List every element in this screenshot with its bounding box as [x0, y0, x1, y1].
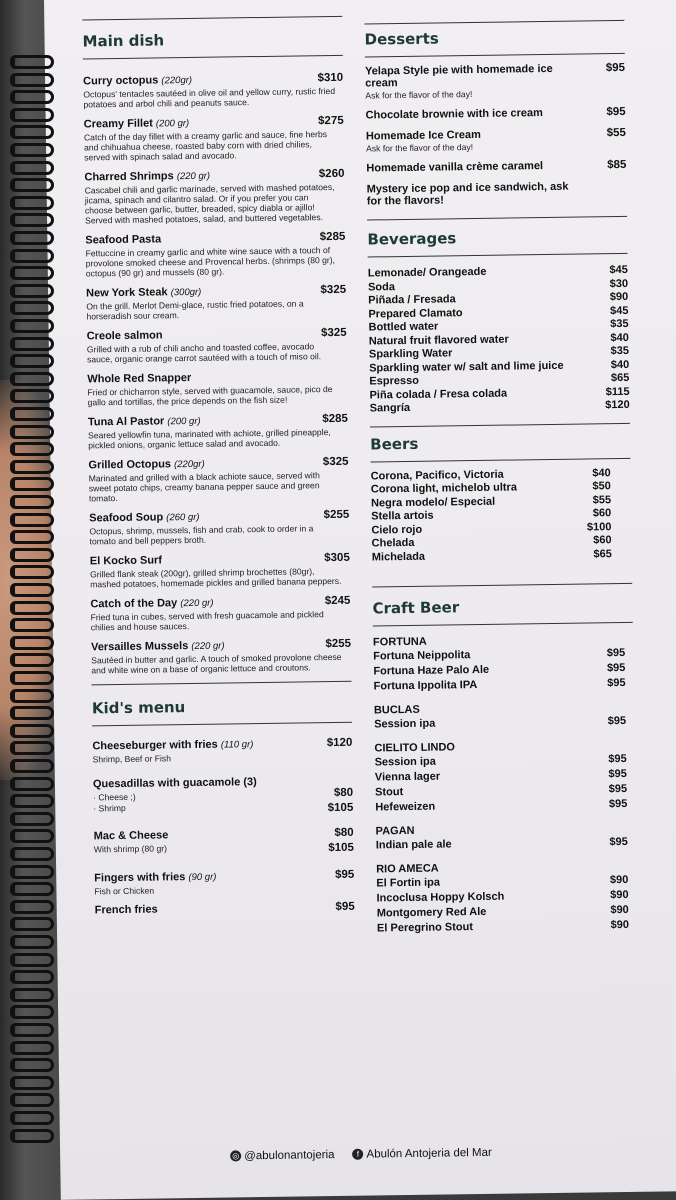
kids-menu-title: Kid's menu: [91, 698, 186, 718]
spiral-coil: [10, 55, 54, 69]
spiral-coil: [10, 988, 54, 1002]
spiral-coil: [10, 90, 54, 104]
right-column: [364, 20, 637, 943]
main-dish-item: [86, 284, 346, 322]
spiral-coil: [10, 1093, 54, 1107]
item-weight: (220 gr): [191, 640, 225, 653]
beer-name: Session ipa: [374, 755, 436, 769]
dessert-item: [366, 127, 626, 154]
item-price: $285: [319, 230, 346, 244]
spiral-coil: [10, 161, 54, 175]
item-weight: (300gr): [170, 286, 202, 299]
item-price: $60: [593, 534, 612, 547]
spiral-coil: [10, 618, 54, 632]
item-price: $30: [609, 277, 629, 290]
spiral-coil: [10, 1111, 54, 1125]
beer-row: [372, 547, 632, 564]
item-name: Whole Red Snapper: [87, 371, 192, 386]
item-price: $45: [609, 304, 629, 317]
item-price: $325: [320, 283, 347, 297]
beer-names: [374, 714, 634, 733]
spiral-coil: [10, 847, 54, 861]
main-dish-title: Main dish: [82, 31, 165, 51]
spiral-coil: [10, 1129, 54, 1143]
kids-item-cheeseburger: [92, 737, 352, 765]
item-name: Espresso: [369, 374, 419, 388]
spiral-coil: [10, 1076, 54, 1090]
spiral-coil: [10, 953, 54, 967]
beer-price: $90: [610, 903, 629, 917]
item-name: Stella artois: [371, 509, 434, 523]
craft-beer-group: [376, 860, 637, 937]
desserts-list: [365, 62, 627, 208]
spiral-coil: [10, 372, 54, 386]
instagram-text: @abulonantojeria: [244, 1149, 335, 1163]
menu-page: [44, 0, 676, 1200]
divider: [364, 20, 624, 25]
beer-name: Fortuna Haze Palo Ale: [373, 663, 490, 678]
item-desc: Grilled flank steak (200gr), grilled shrimp brochettes (80gr), mashed potatoes, homemade pickles and grilled banana peppers.: [89, 566, 342, 590]
main-dish-item: [83, 72, 343, 110]
item-name: Chelada: [371, 536, 415, 550]
craft-beer-title: Craft Beer: [372, 598, 460, 618]
craft-beer-list: [373, 633, 637, 937]
beer-name: El Peregrino Stout: [376, 921, 474, 935]
beer-name: Incoclusa Hoppy Kolsch: [376, 890, 505, 905]
beer-names: [373, 646, 634, 695]
spiral-coil: [10, 125, 54, 139]
spiral-coil: [10, 513, 54, 527]
desserts-title: Desserts: [364, 29, 439, 49]
item-desc: On the grill. Merlot Demi-glace, rustic fried potatoes, on a horseradish sour cream.: [86, 298, 304, 322]
spiral-coil: [10, 548, 54, 562]
spiral-coil: [10, 442, 54, 456]
beverages-title: Beverages: [367, 229, 457, 249]
spiral-coil: [10, 865, 54, 879]
main-dish-item: [90, 595, 350, 633]
spiral-coil: [10, 460, 54, 474]
item-name: Tuna Al Pastor: [87, 415, 165, 429]
spiral-coil: [10, 900, 54, 914]
facebook-page[interactable]: [352, 1147, 491, 1161]
spiral-coil: [10, 284, 54, 298]
item-price: $35: [610, 317, 629, 331]
item-price: $45: [609, 263, 628, 277]
item-weight: (110 gr): [220, 739, 254, 751]
spiral-coil: [10, 249, 54, 263]
item-name: Cheeseburger with fries: [92, 738, 218, 753]
spiral-coil: [10, 741, 54, 755]
beer-names: [375, 752, 636, 816]
spiral-coil: [10, 724, 54, 738]
item-name: Seafood Soup: [89, 511, 164, 525]
item-name: Fingers with fries: [94, 871, 186, 885]
item-name: Michelada: [371, 550, 426, 563]
item-name: Mystery ice pop and ice sandwich, ask for the flavors!: [366, 180, 569, 208]
divider: [370, 422, 630, 427]
divider: [92, 722, 352, 727]
item-price: $95: [606, 105, 626, 119]
brewery-beers: [375, 752, 636, 816]
item-name: Mac & Cheese: [93, 829, 169, 843]
item-price: $305: [324, 551, 350, 565]
beer-name: Montgomery Red Ale: [376, 905, 487, 920]
item-name: El Kocko Surf: [89, 554, 163, 568]
footer: [230, 1147, 492, 1163]
spiral-coil: [10, 583, 54, 597]
item-desc: Shrimp, Beef or Fish: [92, 753, 171, 765]
kids-item-mac: [94, 827, 354, 863]
item-desc: Fried or chicharron style, served with guacamole, sauce, pico de gallo and tortillas, the price depends on the fish size!: [87, 384, 333, 408]
item-desc: Catch of the day fillet with a creamy garlic and sauce, fine herbs and chihuahua cheese, roasted baby corn with dried chilies, served with spinach salad and avocado.: [83, 129, 328, 163]
item-price: $120: [605, 398, 630, 412]
beer-prices: [608, 752, 635, 812]
item-desc: Grilled with a rub of chili ancho and toasted coffee, avocado sauce, organic orange carrot sautéed with a touch of miso oil.: [86, 341, 322, 365]
brewery-name: CIELITO LINDO: [374, 741, 456, 755]
spiral-coil: [10, 530, 54, 544]
spiral-coil: [10, 601, 54, 615]
beer-price: $90: [610, 918, 630, 932]
spiral-coil: [10, 354, 54, 368]
beer-price: $95: [608, 797, 628, 811]
spiral-coil: [10, 196, 54, 210]
spiral-coil: [10, 636, 54, 650]
beer-price: $95: [606, 646, 626, 660]
spiral-coil: [10, 1041, 54, 1055]
spiral-coil: [10, 389, 54, 403]
dessert-item: [366, 159, 626, 175]
item-option: · Shrimp: [93, 802, 126, 814]
spiral-coil: [10, 1058, 54, 1072]
item-price: $100: [586, 520, 612, 533]
main-dish-list: [83, 72, 351, 676]
brewery-name: RIO AMECA: [376, 862, 439, 876]
craft-beer-group: [373, 633, 634, 695]
item-name: Versailles Mussels: [90, 640, 189, 654]
beverages-list: [368, 264, 630, 416]
divider: [367, 216, 627, 221]
item-name: Curry octopus: [83, 74, 159, 88]
item-name: Soda: [367, 280, 396, 294]
facebook-icon: f: [352, 1149, 363, 1160]
spiral-coil: [10, 1023, 54, 1037]
beer-name: Hefeweizen: [375, 800, 436, 814]
spiral-coil: [10, 337, 54, 351]
item-name: Seafood Pasta: [85, 233, 162, 247]
item-name: Sangría: [369, 401, 411, 415]
brewery-name: BUCLAS: [373, 703, 420, 717]
item-price: $50: [592, 480, 611, 493]
item-name: Bottled water: [368, 320, 439, 334]
item-price: $260: [318, 167, 345, 181]
item-name: French fries: [94, 903, 158, 917]
spiral-coil: [10, 917, 54, 931]
item-price: $35: [610, 344, 630, 358]
item-price: $310: [317, 71, 344, 85]
brewery-name: PAGAN: [375, 824, 415, 838]
craft-beer-group: [374, 701, 634, 733]
main-dish-item: [91, 638, 351, 676]
spiral-coil: [10, 231, 54, 245]
item-name: Creamy Fillet: [83, 117, 153, 131]
item-price: $40: [592, 466, 611, 479]
craft-beer-group: [376, 822, 636, 854]
item-name: Yelapa Style pie with homemade ice cream: [364, 62, 553, 90]
item-price: $105: [328, 841, 354, 855]
brewery-beers: [376, 873, 637, 937]
spiral-coil: [10, 213, 54, 227]
item-name: Sparkling Water: [368, 347, 453, 361]
item-name: Cielo rojo: [371, 523, 423, 536]
divider: [83, 55, 343, 60]
spiral-coil: [10, 301, 54, 315]
spiral-coil: [10, 266, 54, 280]
item-name: Piñada / Fresada: [368, 293, 456, 307]
spiral-coil: [10, 319, 54, 333]
item-desc: Cascabel chili and garlic marinade, served with mashed potatoes, jicama, spinach and cilantro salad. Or if you prefer you can choose between garlic, butter, breaded, spicy diabla or ajillo! Served with mashed potatoes, salad, and buttered vegetables.: [84, 181, 335, 226]
item-price: $65: [593, 547, 612, 560]
main-dish-item: [85, 231, 346, 279]
beer-price: $95: [606, 661, 626, 675]
brewery-name: FORTUNA: [372, 635, 427, 649]
item-name: Catch of the Day: [90, 597, 178, 611]
item-price: $255: [325, 637, 352, 651]
spiral-coil: [10, 706, 54, 720]
item-price: $95: [335, 900, 355, 914]
beer-name: Stout: [375, 786, 404, 799]
spiral-coil: [10, 671, 54, 685]
dessert-item: [366, 106, 626, 122]
beer-name: Session ipa: [374, 717, 436, 731]
item-name: Chocolate brownie with ice cream: [365, 107, 543, 122]
spiral-coil: [10, 759, 54, 773]
spiral-coil: [10, 143, 54, 157]
beer-name: Indian pale ale: [375, 838, 452, 852]
item-price: $255: [323, 508, 350, 522]
dessert-item: [367, 180, 627, 208]
item-price: $65: [610, 371, 630, 385]
main-dish-item: [88, 413, 348, 451]
item-price: $115: [605, 385, 630, 398]
item-name: Sparkling water w/ salt and lime juice: [369, 359, 564, 374]
beer-names: [376, 873, 637, 937]
item-price: $85: [607, 158, 627, 172]
spiral-coil: [10, 653, 54, 667]
item-desc: With shrimp (80 gr): [93, 843, 167, 855]
instagram-handle[interactable]: [230, 1149, 334, 1162]
item-name: Creole salmon: [86, 329, 163, 343]
item-price: $40: [610, 358, 630, 371]
divider: [82, 16, 342, 21]
spiral-coil: [10, 882, 54, 896]
item-weight: (260 gr): [166, 511, 200, 524]
beer-price: $95: [607, 714, 627, 728]
beer-prices: [607, 646, 634, 691]
item-name: Charred Shrimps: [84, 170, 174, 184]
spiral-coil: [10, 777, 54, 791]
divider: [370, 457, 630, 462]
item-name: Natural fruit flavored water: [368, 333, 509, 347]
beer-price: $95: [608, 782, 628, 796]
item-price: $55: [592, 493, 612, 506]
item-weight: (220gr): [161, 74, 193, 87]
kids-item-fingers: [94, 869, 354, 897]
divider: [365, 53, 625, 58]
beers-list: [371, 466, 632, 564]
kids-item-french-fries: [95, 901, 355, 918]
spiral-coil: [10, 73, 54, 87]
item-price: $40: [610, 331, 629, 344]
main-dish-item: [88, 456, 349, 504]
item-name: Negra modelo/ Especial: [370, 495, 496, 509]
instagram-icon: ◎: [230, 1151, 241, 1162]
item-name: Lemonade/ Orangeade: [367, 265, 487, 280]
item-desc: Ask for the flavor of the day!: [365, 89, 473, 101]
facebook-text: Abulón Antojeria del Mar: [366, 1146, 492, 1161]
item-name: Piña colada / Fresa colada: [369, 387, 508, 401]
beverage-row: [370, 399, 630, 416]
beer-name: Fortuna Neippolita: [373, 649, 471, 663]
item-name: Homemade Ice Cream: [365, 128, 481, 143]
item-name: Corona light, michelob ultra: [370, 481, 517, 496]
divider: [92, 681, 352, 686]
beer-price: $90: [610, 888, 629, 902]
item-desc: Seared yellowfin tuna, marinated with achiote, grilled pineapple, pickled onions, organic lettuce salad and avocado.: [88, 427, 331, 451]
spiral-coil: [10, 812, 54, 826]
item-option: · Cheese ;): [93, 791, 136, 803]
item-desc: Marinated and grilled with a black achiote sauce, served with sweet potato chips, creamy banana pepper sauce and green tomato.: [88, 470, 320, 504]
spiral-coil: [10, 970, 54, 984]
item-price: $245: [324, 594, 351, 608]
item-name: Corona, Pacifico, Victoria: [370, 468, 504, 482]
beer-prices: [609, 835, 636, 850]
spiral-coil: [10, 935, 54, 949]
item-price: $325: [321, 326, 347, 340]
beer-names: [376, 835, 636, 854]
beers-title: Beers: [370, 434, 419, 453]
item-price: $325: [322, 455, 349, 469]
spiral-coil: [10, 108, 54, 122]
spiral-coil: [10, 407, 54, 421]
spiral-coil: [10, 689, 54, 703]
beer-price: $95: [608, 752, 627, 766]
main-dish-item: [87, 370, 347, 408]
item-price: $80: [333, 786, 354, 800]
main-dish-item: [87, 327, 347, 365]
main-dish-item: [84, 115, 345, 163]
beer-prices: [608, 714, 635, 729]
spiral-coil: [10, 477, 54, 491]
spiral-coil: [10, 829, 54, 843]
item-desc: Sautéed in butter and garlic. A touch of smoked provolone cheese and white wine on a base of organic lettuce and croutons.: [91, 651, 342, 676]
main-dish-item: [90, 552, 350, 590]
beer-name: Fortuna Ippolita IPA: [373, 679, 478, 693]
spiral-coil: [10, 495, 54, 509]
item-price: $285: [322, 412, 348, 426]
brewery-beers: [373, 646, 634, 695]
item-desc: Ask for the flavor of the day!: [366, 142, 474, 154]
item-name: Prepared Clamato: [368, 306, 463, 321]
spiral-binding: [10, 55, 56, 1145]
item-weight: (220gr): [174, 458, 205, 471]
brewery-beers: [374, 714, 634, 733]
beer-price: $90: [609, 873, 629, 887]
item-name: New York Steak: [86, 286, 168, 300]
spiral-coil: [10, 565, 54, 579]
item-desc: Fried tuna in cubes, served with fresh guacamole and pickled chilies and house sauces.: [90, 609, 324, 633]
item-desc: Octopus, shrimp, mussels, fish and crab, cook to order in a tomato and bell peppers broth.: [89, 523, 314, 547]
craft-beer-group: [374, 739, 635, 816]
item-price: $60: [592, 507, 612, 520]
item-weight: (200 gr): [167, 415, 201, 428]
item-name: Quesadillas with guacamole (3): [92, 776, 257, 791]
spiral-coil: [10, 794, 54, 808]
item-desc: Fettuccine in creamy garlic and white wine sauce with a touch of provolone smoked cheese and Provencal herbs. (shrimps (80 gr), octopus (90 gr) and mussels (80 gr).: [85, 245, 336, 279]
beer-prices: [610, 873, 637, 933]
beer-price: $95: [608, 767, 627, 781]
divider: [372, 583, 632, 588]
item-name: Grilled Octopus: [88, 458, 172, 472]
spiral-coil: [10, 1005, 54, 1019]
item-desc: Octopus' tentacles sautéed in olive oil and yellow curry, rustic fried potatoes and arbol chili and peanuts sauce.: [83, 85, 336, 110]
item-price: $105: [327, 801, 354, 815]
item-price: $120: [326, 736, 353, 750]
brewery-beers: [376, 835, 636, 854]
item-price: $80: [334, 826, 354, 840]
item-weight: (200 gr): [155, 117, 190, 130]
kids-item-quesadillas: [93, 775, 354, 823]
main-dish-item: [89, 509, 349, 547]
beer-name: El Fortin ipa: [376, 876, 441, 890]
item-weight: (90 gr): [188, 871, 217, 884]
spiral-coil: [10, 425, 54, 439]
divider: [373, 622, 633, 627]
item-weight: (220 gr): [180, 597, 214, 610]
main-dish-item: [84, 168, 345, 226]
beer-price: $95: [609, 835, 628, 849]
left-column: [82, 16, 355, 926]
beer-name: Vienna lager: [374, 770, 441, 784]
spiral-coil: [10, 178, 54, 192]
dessert-item: [365, 62, 625, 101]
item-price: $90: [609, 290, 629, 304]
beer-price: $95: [607, 676, 626, 690]
item-price: $95: [605, 61, 626, 75]
divider: [368, 253, 628, 258]
item-desc: Fish or Chicken: [94, 885, 155, 897]
item-price: $55: [606, 126, 626, 140]
item-name: Homemade vanilla crème caramel: [366, 160, 544, 175]
item-price: $95: [334, 868, 355, 882]
item-weight: (220 gr): [176, 170, 211, 183]
item-price: $275: [318, 114, 344, 128]
